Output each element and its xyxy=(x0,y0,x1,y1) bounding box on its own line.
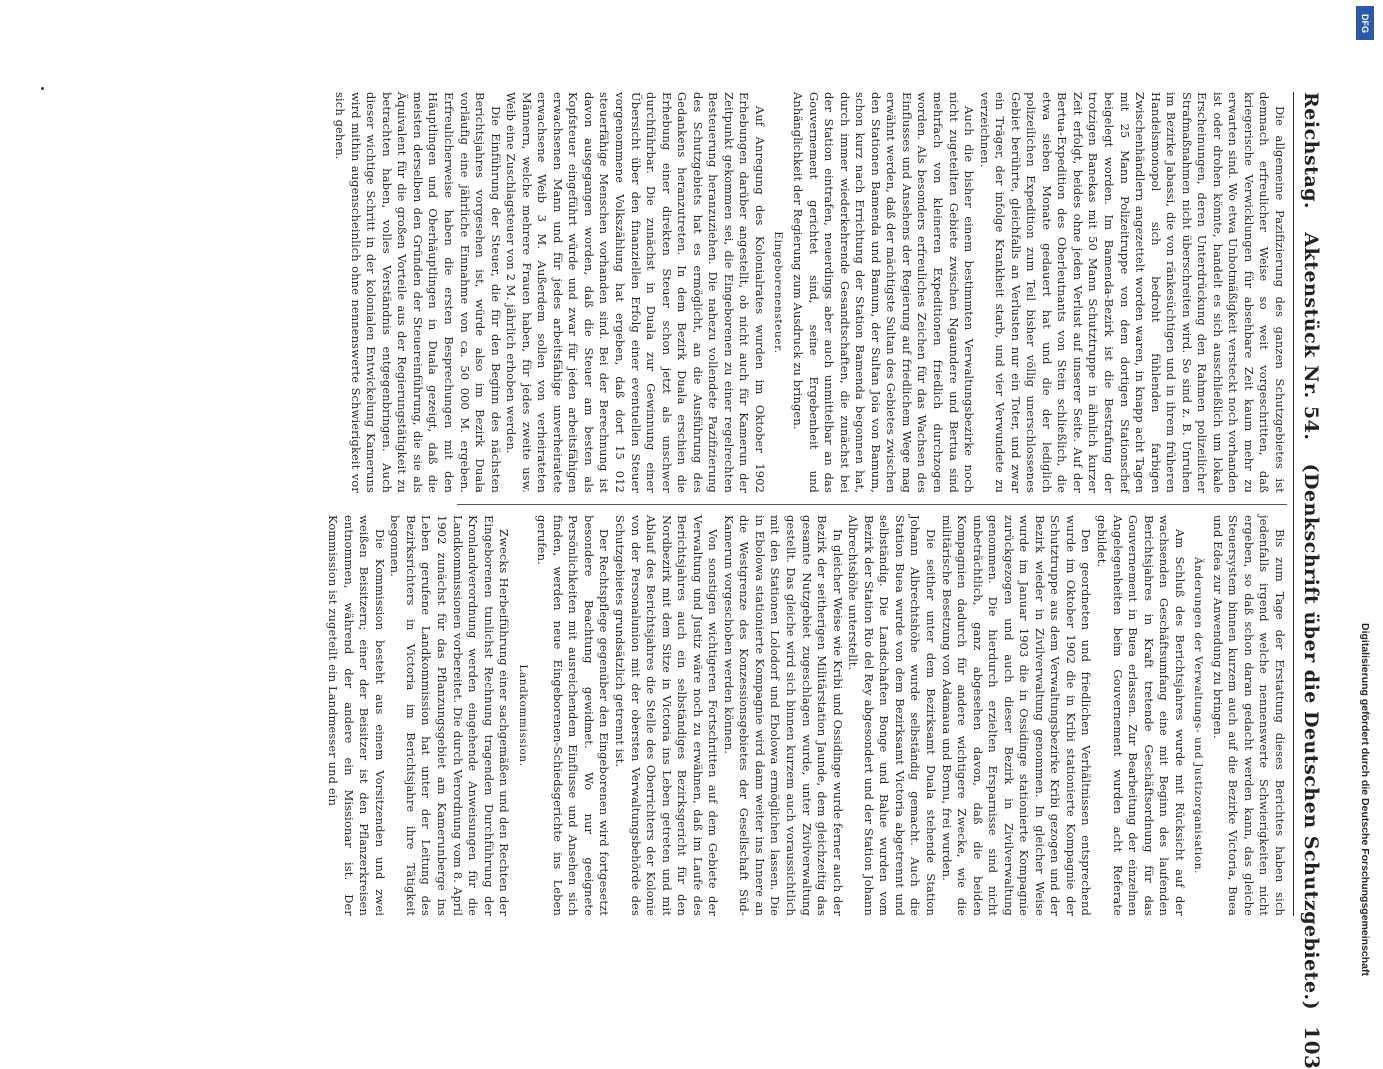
header-left xyxy=(1300,92,1322,1026)
digitization-credit xyxy=(1354,6,1378,996)
paragraph: In gleicher Weise wie Kribi und Ossidinge wurde ferner auch der Bezirk der seitherigen Militärstation Jaunde, dem gleichzeitig das gesamte Nutzgebiet zugeschlagen wurde, unter Zivilverwaltung gestellt. Das gleiche wird sich binnen kurzem auch voraussichtlich mit den Stationen Lolodorf und Ebolowa ermöglichen lassen. Die in Ebolowa stationierte Kompagnie wird dann weiter ins Innere an die Westgrenze des Konzessionsgebietes der Gesellschaft Süd-Kamerun vorgeschoben werden können. xyxy=(721,515,845,916)
scan-speck xyxy=(41,87,44,90)
dfg-logo: DFG xyxy=(1356,6,1374,40)
header-title: (Denkschrift über die Deutschen Schutzgebiete.) xyxy=(1300,463,1322,1011)
paragraph: Von sonstigen wichtigeren Fortschritten auf dem Gebiete der Verwaltung und Justiz wäre noch zu erwähnen, daß im Laufe des Berichtsjahres auch ein selbständiges Bezirksgericht für den Nordbezirk mit dem Sitze in Victoria ins Leben getreten und mit Ablauf des Berichtsjahres die Stelle des Oberrichters der Kolonie von der Personalunion mit der obersten Verwaltungsbehörde des Schutzgebietes grundsätzlich getrennt ist. xyxy=(613,515,721,916)
paragraph: Die seither unter dem Bezirksamt Duala stehende Station Johann Albrechtshöhe wurde selbständig gemacht. Auch die Station Buea wurde von dem Bezirksamt Victoria abgetrennt und selbständig. Die Landschaften Bonge und Balue wurden vom Bezirk der Station Rio del Rey abgesondert und der Station Johann Albrechtshöhe unterstellt. xyxy=(846,515,938,916)
paragraph: Der Rechtspflege gegenüber den Eingeborenen wird fortgesetzt besondere Beachtung gewidmet. Wo nur geeignete Persönlichkeiten mit ausreichendem Einflusse und Ansehen sich finden, werden neue Eingeborenen-Schiedsgerichte ins Leben gerufen. xyxy=(535,515,612,916)
scanned-page xyxy=(50,52,1330,1069)
section-heading: Eingeborenensteuer. xyxy=(772,231,785,354)
paragraph: Auch die bisher einem bestimmten Verwaltungsbezirke noch nicht zugeteilten Gebiete zwischen Ngaundere und Bertua sind mehrfach von kleineren Expeditionen friedlich durchzogen worden. Als besonders erfreuliches Zeichen für das Wachsen des Einflusses und Ansehens der Regierung auf friedlichem Wege mag erwähnt werden, daß der mächtigste Sultan des Gebietes zwischen den Stationen Bamenda und Bamum, der Sultan Joia von Bamum, schon kurz nach Errichtung der Station Bamenda begonnen hat, durch immer wiederkehrende Gesandtschaften, die zunächst bei der Station eintrafen, neuerdings aber auch unmittelbar an das Gouvernement gerichtet sind, seine Ergebenheit und Anhänglichkeit der Regierung zum Ausdruck zu bringen. xyxy=(791,92,977,493)
paragraph: Die Kommission besteht aus einem Vorsitzenden und zwei weißen Beisitzern; einer der Beisitzer ist den Pflanzerkreisen entnommen, während der andere ein Missionar ist. Der Kommission ist zugeteilt ein Landmesser und ein xyxy=(326,515,387,916)
left-column xyxy=(333,92,1287,493)
section-heading: Landkommission. xyxy=(516,664,529,767)
page-header xyxy=(1293,92,1324,1069)
header-parliament: Reichstag. xyxy=(1300,92,1322,210)
paragraph: Auf Anregung des Kolonialrates wurden im Oktober 1902 Erhebungen darüber angestellt, ob nicht auch für Kamerun der Zeitpunkt gekommen sei, die Eingeborenen zu einer regelrechten Besteuerung heranzuziehen. Die nahezu vollendete Pazifizierung des Schutzgebiets hat es ermöglicht, an die Ausführung des Gedankens heranzutreten. In dem Bezirk Duala erschien die Erhebung einer direkten Steuer schon jetzt als unschwer durchführbar. Die zunächst in Duala zur Gewinnung einer Übersicht über den finanziellen Erfolg einer eventuellen Steuer vorgenommene Volkszählung hat ergeben, daß dort 15 012 steuerfähige Menschen vorhanden sind. Bei der Berechnung ist davon ausgegangen worden, daß die Steuer am besten als Kopfsteuer eingeführt würde und zwar für jeden arbeitsfähigen erwachsenen Mann und für jedes arbeitsfähige unverheiratete erwachsene Weib 3 M. Außerdem sollen von verheirateten Männern, welche mehrere Frauen haben, für jedes zweite usw. Weib eine Zuschlagsteuer von 2 M. jährlich erhoben werden. xyxy=(504,92,767,493)
credit-text: Digitalisierung gefördert durch die Deutsche Forschungsgemeinschaft xyxy=(1359,623,1371,976)
page-number: 103 xyxy=(1300,1026,1324,1069)
paragraph: Bis zum Tage der Erstattung dieses Berichtes haben sich jedenfalls irgend welche nennenswerte Schwierigkeiten nicht ergeben, so daß schon daran gedacht werden kann, das gleiche Steuersystem binnen kurzem auch auf die Bezirke Victoria, Buea und Edea zur Anwendung zu bringen. xyxy=(1210,515,1287,916)
paragraph: Die allgemeine Pazifizierung des ganzen Schutzgebietes ist demnach erfreulicher Weise so weit vorgeschritten, daß kriegerische Verwicklungen für absehbare Zeit kaum mehr zu erwarten sind. Wo etwa Unbotmäßigkeit versteckt noch vorhanden ist oder drohen könnte, handelt es sich ausschließlich um lokale Erscheinungen, deren Unterdrückung den Rahmen polizeilicher Strafmaßnahmen nicht überschreiten wird. So sind z. B. Unruhen im Bezirke Jabassi, die von ränkesüchtigen und in ihrem früheren Handelsmonopol sich bedroht fühlenden farbigen Zwischenhändlern angezettelt worden waren, in knapp acht Tagen mit 25 Mann Polizeitruppe von dem dortigen Stationschef beigelegt worden. Im Bamenda-Bezirk ist die Bestrafung der trotzigen Banekas mit 50 Mann Schutztruppe in ähnlich kurzer Zeit erfolgt, beides ohne jeden Verlust auf unserer Seite. Auf der Bertua-Expedition des Oberleutnants von Stein schließlich, die etwa sieben Monate gedauert hat und die der lediglich polizeilichen Expedition zum Teil bisher völlig unerschlossenes Gebiet berührte, gleichfalls an Verlusten nur ein Toter, und zwar ein Träger, der infolge Krankheit starb, und vier Verwundete zu verzeichnen. xyxy=(977,92,1287,493)
paragraph: Die Einführung der Steuer, die für den Beginn des nächsten Berichtsjahres vorgesehen ist, würde also im Bezirk Duala vorläufig eine jährliche Einnahme von ca. 50 000 M. ergeben. Erfreulicherweise haben die ersten Besprechungen mit den Häuptlingen und Oberhäuptlingen in Duala gezeigt, daß die meisten derselben den Gründen der Steuereinführung, die sie als Äquivalent für die großen Vorteile aus der Regierungstätigkeit zu betrachten haben, volles Verständnis entgegenbringen. Auch dieser wichtige Schritt in der kolonialen Entwickelung Kameruns wird mithin augenscheinlich ohne nennenswerte Schwierigkeit vor sich gehen. xyxy=(333,92,503,493)
column-divider xyxy=(457,504,1287,505)
text-columns xyxy=(326,92,1287,916)
paragraph: Den geordneten und friedlichen Verhältnissen entsprechend wurde im Oktober 1902 die in Kribi stationierte Kompagnie der Schutztruppe aus dem Verwaltungsbezirke Kribi gezogen und der Bezirk wieder in Zivilverwaltung genommen. In gleicher Weise wurde im Januar 1903 die in Ossidinge stationierte Kompagnie zurückgezogen und auch dieser Bezirk in Zivilverwaltung genommen. Die hierdurch erzielten Ersparnisse sind nicht unbeträchtlich, ganz abgesehen davon, daß die beiden Kompagnien dadurch für andere wichtigere Zwecke, wie die militärische Besetzung von Adamaua und Bornu, frei wurden. xyxy=(939,515,1094,916)
paragraph: Zwecks Herbeiführung einer sachgemäßen und den Rechten der Eingeborenen tunlichst Rechnung tragenden Durchführung der Kronlandverordnung werden eingehende Anweisungen für die Landkommissionen vorbereitet. Die durch Verordnung vom 8. April 1902 zunächst für das Pflanzungsgebiet am Kamerunberge ins Leben gerufene Landkommission hat unter der Leitung des Bezirksrichters in Victoria im Berichtsjahre ihre Tätigkeit begonnen. xyxy=(388,515,512,916)
section-heading: Änderungen der Verwaltungs- und Justizorganisation. xyxy=(1192,556,1205,875)
right-column xyxy=(326,515,1287,916)
paragraph: Am Schluß des Berichtsjahres wurde mit Rücksicht auf der wachsenden Geschäftsumfang eine mit Beginn des laufenden Berichtsjahres in Kraft tretende Geschäftsordnung für das Gouvernement in Buea erlassen. Zur Bearbeitung der einzelnen Angelegenheiten beim Gouvernement wurden acht Referate gebildet. xyxy=(1094,515,1187,916)
header-document-number: Aktenstück Nr. 54. xyxy=(1300,232,1322,441)
